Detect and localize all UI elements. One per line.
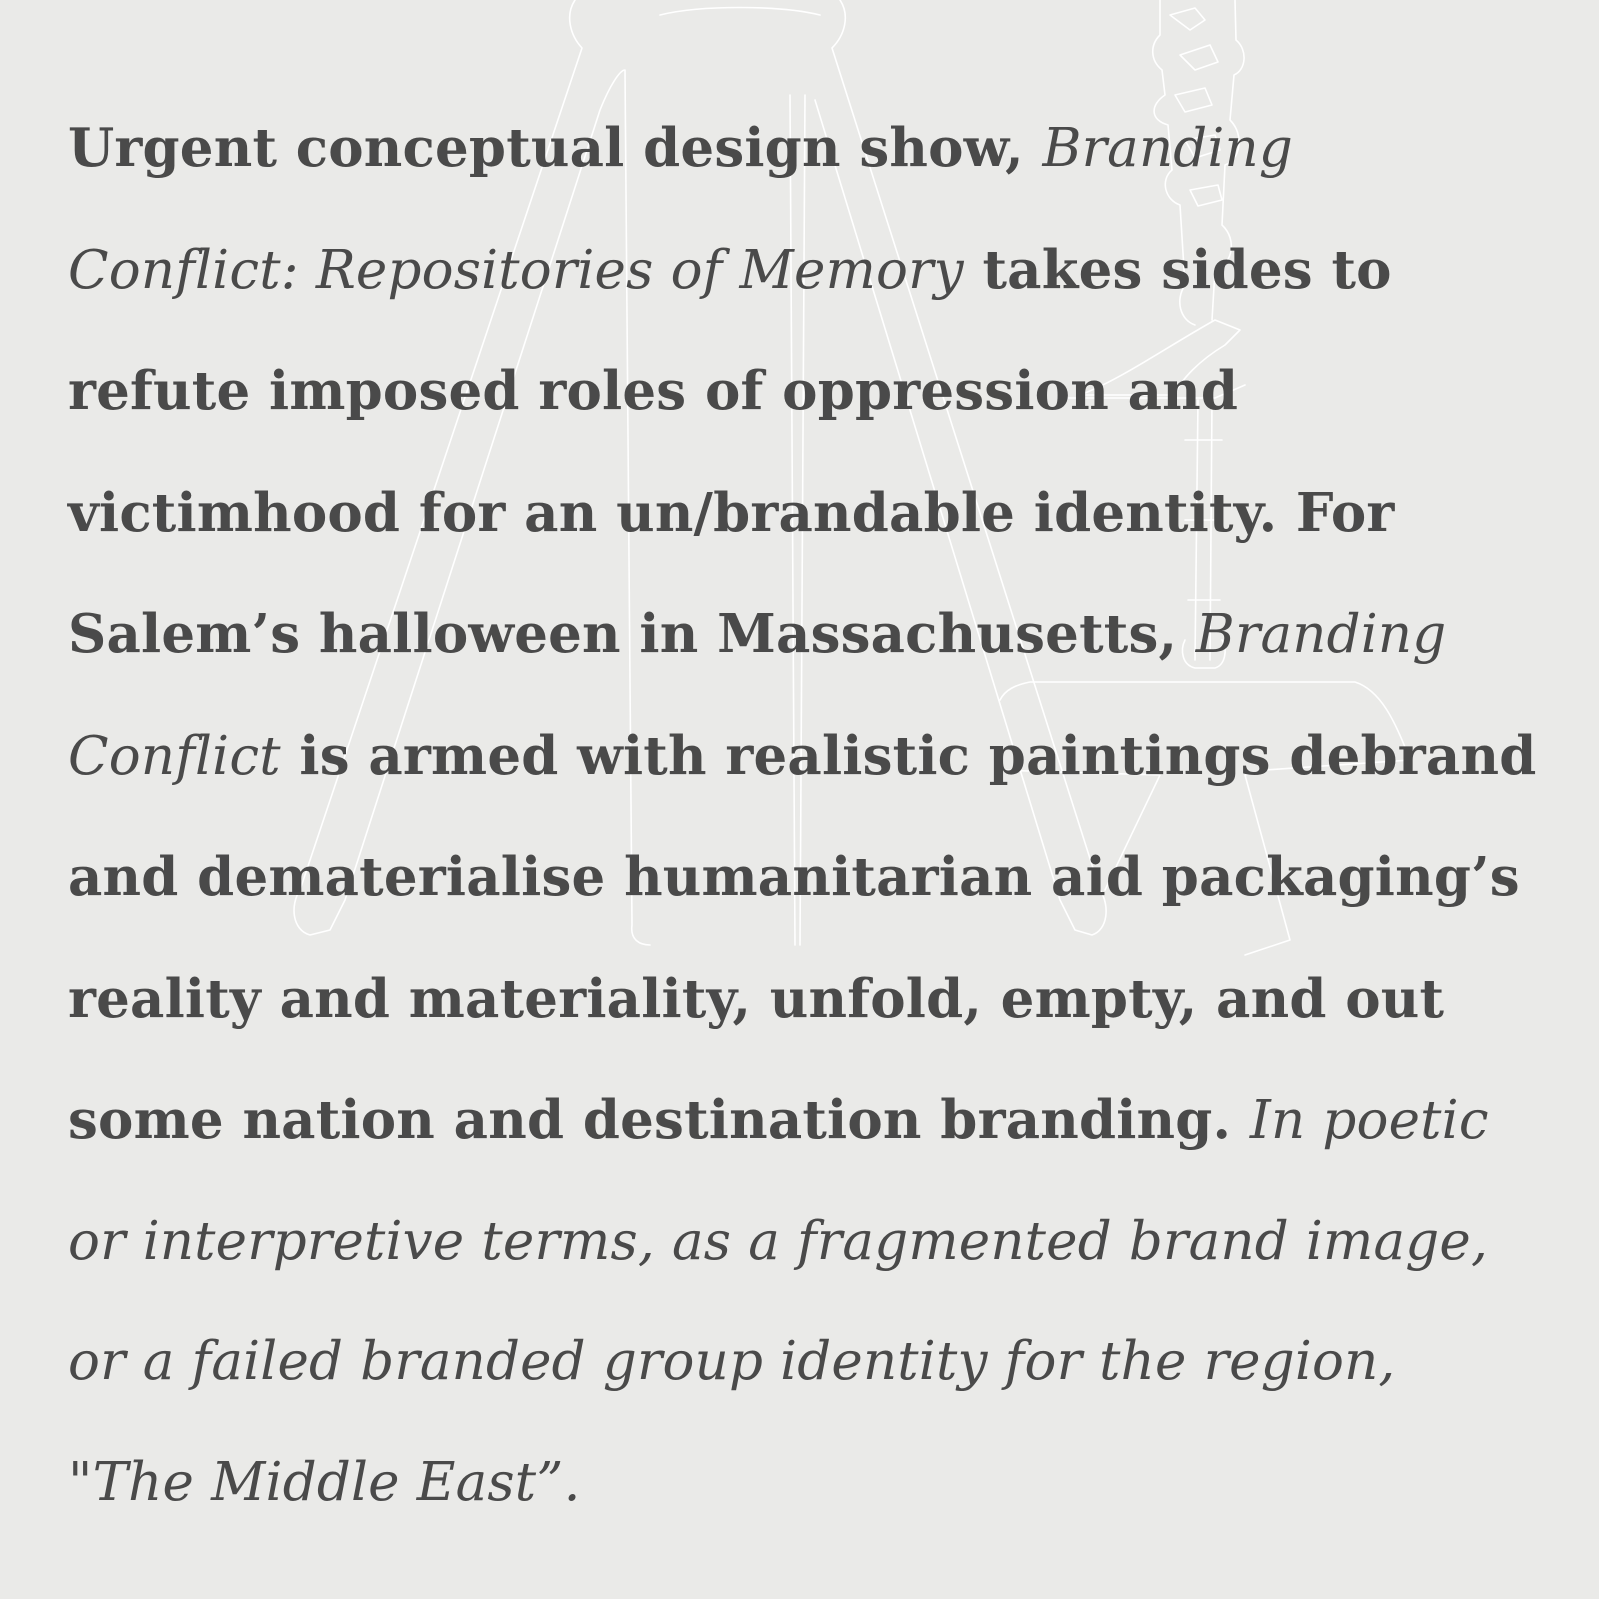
show-title-part-2: Repositories of Memory <box>315 239 964 301</box>
exhibition-statement <box>68 88 1538 1543</box>
show-title-short: Branding Conflict <box>68 604 1447 787</box>
show-title-part-1: Branding Conflict: <box>68 118 1294 301</box>
statement-closing-italic: In poetic or interpretive terms, as a fragmented brand image, or a failed branded group identity for the region, "The Middle East”. <box>68 1090 1489 1513</box>
statement-body-2: is armed with realistic paintings debrand and dematerialise humanitarian aid packaging’s reality and materiality, unfold, empty, and out some nation and destination branding. <box>68 724 1537 1151</box>
statement-lead: Urgent conceptual design show, <box>68 117 1043 179</box>
statement-body-1: takes sides to refute imposed roles of oppression and victimhood for an un/brandable identity. For Salem’s halloween in Massachusetts, <box>68 238 1395 665</box>
